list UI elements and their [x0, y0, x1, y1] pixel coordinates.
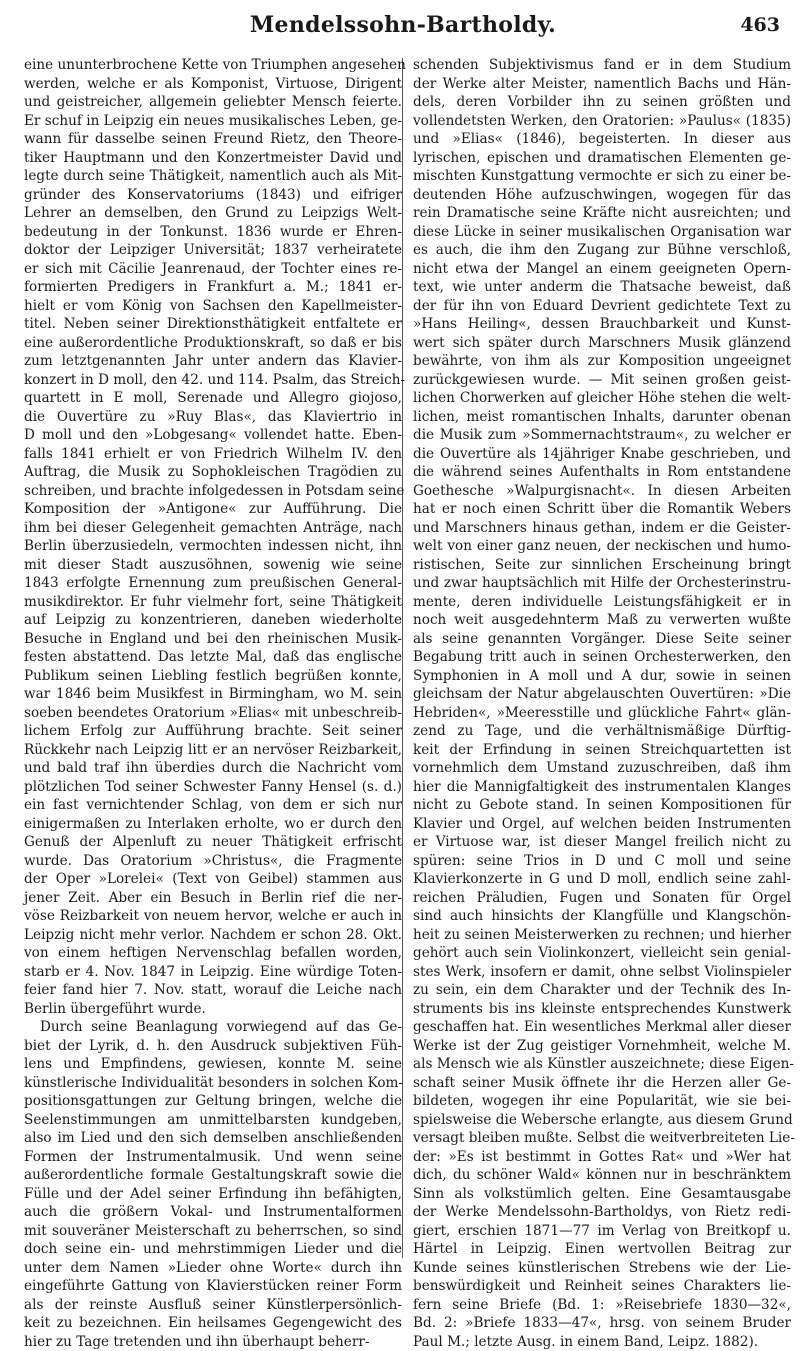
text-line: Kunde seines künstlerischen Strebens wie der Lie- [413, 1259, 791, 1278]
text-line: und Marschners hinaus gethan, indem er die Geister- [413, 519, 791, 538]
text-line: lichem Erfolg zur Aufführung brachte. Seit seiner [24, 722, 402, 741]
text-line: mit souveräner Meisterschaft zu beherrschen, so sind [24, 1222, 402, 1241]
text-line: und bald traf ihn überdies durch die Nachricht vom [24, 759, 402, 778]
text-line: und zwar hauptsächlich mit Hilfe der Orchesterinstru- [413, 574, 791, 593]
text-line: der Werke Mendelssohn-Bartholdys, von Rietz redi- [413, 1203, 791, 1222]
text-line: rein Dramatische seine Kräfte nicht ausreichten; und [413, 204, 791, 223]
text-line: struments bis ins kleinste entsprechendes Kunstwerk [413, 1000, 791, 1019]
text-line: gleichsam der Natur abgelauschten Ouvertüren: »Die [413, 685, 791, 704]
text-line: Seelenstimmungen am unmittelbarsten kundgeben, [24, 1111, 402, 1130]
text-line: künstlerische Individualität besonders in solchen Kom- [24, 1074, 402, 1093]
text-line: bedeutung in der Tonkunst. 1836 wurde er Ehren- [24, 223, 402, 242]
text-line: keit zu bezeichnen. Ein heilsames Gegengewicht des [24, 1314, 402, 1333]
text-line: tiker Hauptmann und den Konzertmeister David und [24, 149, 402, 168]
text-line: hier die Mannigfaltigkeit des instrumentalen Klanges [413, 778, 791, 797]
text-line: Publikum seinen Liebling festlich begrüßen konnte, [24, 667, 402, 686]
text-line: mischten Kunstgattung vermochte er sich zu einer be- [413, 167, 791, 186]
text-line: benswürdigkeit und Reinheit seines Charakters lie- [413, 1277, 791, 1296]
text-line: unter dem Namen »Lieder ohne Worte« durch ihn [24, 1259, 402, 1278]
text-line: positionsgattungen zur Geltung bringen, welche die [24, 1092, 402, 1111]
text-line: stes Werk, insofern er damit, ohne selbst Violinspieler [413, 963, 791, 982]
text-line: vornehmlich dem Umstand zuzuschreiben, daß ihm [413, 759, 791, 778]
text-line: musikdirektor. Er fuhr vielmehr fort, seine Thätigkeit [24, 593, 402, 612]
text-line: einigermaßen zu Interlaken erholte, wo er durch den [24, 815, 402, 834]
text-line: Bd. 2: »Briefe 1833—47«, hrsg. von seinem Bruder [413, 1314, 791, 1333]
text-line: text, wie unter anderm die Thatsache beweist, daß [413, 278, 791, 297]
text-line: dels, deren Vorbilder ihn zu seinen größten und [413, 93, 791, 112]
text-line: noch weit ausgedehnterm Maß zu verwerten wußte [413, 611, 791, 630]
text-line: Besuche in England und bei den rheinischen Musik- [24, 630, 402, 649]
left-column [24, 56, 402, 1261]
text-line: Begabung tritt auch in seinen Orchesterwerken, den [413, 648, 791, 667]
text-line: werden, welche er als Komponist, Virtuose, Dirigent [24, 75, 402, 94]
text-line: lyrischen, epischen und dramatischen Elementen ge- [413, 149, 791, 168]
text-line: diese Lücke in seiner musikalischen Organisation war [413, 223, 791, 242]
text-line: geschaffen hat. Ein wesentliches Merkmal aller dieser [413, 1018, 791, 1037]
text-line: formierten Predigers in Frankfurt a. M.; 1841 er- [24, 278, 402, 297]
text-line: ihm bei dieser Gelegenheit gemachten Anträge, nach [24, 519, 402, 538]
text-line: vollendetsten Werken, den Oratorien: »Paulus« (1835) [413, 112, 791, 131]
text-line: und geistreicher, allgemein geliebter Mensch feierte. [24, 93, 402, 112]
text-line: reichen Präludien, Fugen und Sonaten für Orgel [413, 889, 791, 908]
page-header [26, 12, 780, 46]
text-line: doktor der Leipziger Universität; 1837 verheiratete [24, 241, 402, 260]
text-line: Klavier und Orgel, auf welchen beiden Instrumenten [413, 815, 791, 834]
text-line: titel. Neben seiner Direktionsthätigkeit entfaltete er [24, 315, 402, 334]
text-line: Durch seine Beanlagung vorwiegend auf das Ge- [24, 1018, 402, 1037]
text-line: konzert in D moll, den 42. und 114. Psalm, das Streich- [24, 371, 402, 390]
text-line: Er schuf in Leipzig ein neues musikalisches Leben, ge- [24, 112, 402, 131]
text-line: hat er noch einen Schritt über die Romantik Webers [413, 500, 791, 519]
text-line: zum letztgenannten Jahr unter andern das Klavier- [24, 352, 402, 371]
text-line: lens und Empfindens, gewiesen, konnte M. seine [24, 1055, 402, 1074]
text-line: zend zu Tage, und die verhältnismäßige Dürftig- [413, 722, 791, 741]
text-line: vöse Reizbarkeit von neuem hervor, welche er auch in [24, 907, 402, 926]
text-line: bewährte, von ihm als zur Komposition ungeeignet [413, 352, 791, 371]
text-line: und »Elias« (1846), begeisterten. In dieser aus [413, 130, 791, 149]
text-line: ristischen, Seite zur sinnlichen Erscheinung bringt [413, 556, 791, 575]
text-line: schenden Subjektivismus fand er in dem Studium [413, 56, 791, 75]
text-line: sind auch hinsichts der Klangfülle und Klangschön- [413, 907, 791, 926]
text-line: er sich mit Cäcilie Jeanrenaud, der Tochter eines re- [24, 260, 402, 279]
text-line: mente, deren individuelle Leistungsfähigkeit er in [413, 593, 791, 612]
text-line: die Ouvertüre als 14jähriger Knabe geschrieben, und [413, 445, 791, 464]
text-line: »Hans Heiling«, dessen Brauchbarkeit und Kunst- [413, 315, 791, 334]
text-line: bildeten, wogegen ihr eine Popularität, wie sie bei- [413, 1092, 791, 1111]
text-line: schreiben, und brachte infolgedessen in Potsdam seine [24, 482, 402, 501]
text-line: doch seine ein- und mehrstimmigen Lieder und die [24, 1240, 402, 1259]
text-line: hier zu Tage tretenden und ihn überhaupt beherr- [24, 1333, 402, 1351]
running-title: Mendelssohn-Bartholdy. [26, 12, 780, 38]
text-line: spüren: seine Trios in D und C moll und seine [413, 852, 791, 871]
text-line: der Oper »Lorelei« (Text von Geibel) stammen aus [24, 870, 402, 889]
text-line: gründer des Konservatoriums (1843) und eifriger [24, 186, 402, 205]
page-number: 463 [740, 14, 780, 36]
text-line: Auftrag, die Musik zu Sophokleischen Tragödien zu [24, 463, 402, 482]
text-line: heit zu seinen Meisterwerken zu rechnen; und hierher [413, 926, 791, 945]
text-line: Klavierkonzerte in G und D moll, endlich seine zahl- [413, 870, 791, 889]
text-line: ein fast vernichtender Schlag, von dem er sich nur [24, 796, 402, 815]
text-line: spielsweise die Webersche erlangte, aus diesem Grund [413, 1111, 791, 1130]
text-line: Komposition der »Antigone« zur Aufführung. Die [24, 500, 402, 519]
text-line: biet der Lyrik, d. h. den Ausdruck subjektiven Füh- [24, 1037, 402, 1056]
text-line: die Ouvertüre zu »Ruy Blas«, das Klaviertrio in [24, 408, 402, 427]
text-line: als seine genannten Vorgänger. Diese Seite seiner [413, 630, 791, 649]
text-line: Berlin überzusiedeln, vermochten indessen nicht, ihn [24, 537, 402, 556]
text-line: Härtel in Leipzig. Einen wertvollen Beitrag zur [413, 1240, 791, 1259]
text-line: zu sein, ein dem Charakter und der Technik des In- [413, 981, 791, 1000]
text-line: außerordentliche formale Gestaltungskraft sowie die [24, 1166, 402, 1185]
text-line: soeben beendetes Oratorium »Elias« mit unbeschreib- [24, 704, 402, 723]
text-line: auch die größern Vokal- und Instrumentalformen [24, 1203, 402, 1222]
text-line: wann für dasselbe seinen Freund Rietz, den Theore- [24, 130, 402, 149]
text-line: falls 1841 erhielt er von Friedrich Wilhelm IV. den [24, 445, 402, 464]
text-line: lichen, meist romantischen Inhalts, darunter obenan [413, 408, 791, 427]
text-line: Leipzig nicht mehr verlor. Nachdem er schon 28. Okt. [24, 926, 402, 945]
text-line: der Werke alter Meister, namentlich Bachs und Hän- [413, 75, 791, 94]
text-line: Goethesche »Walpurgisnacht«. In diesen Arbeiten [413, 482, 791, 501]
text-line: festen abstattend. Das letzte Mal, daß das englische [24, 648, 402, 667]
text-line: 1843 erfolgte Ernennung zum preußischen General- [24, 574, 402, 593]
text-line: quartett in E moll, Serenade und Allegro giojoso, [24, 389, 402, 408]
right-column [413, 56, 791, 1261]
text-line: Hebriden«, »Meeresstille und glückliche Fahrt« glän- [413, 704, 791, 723]
text-line: die Musik zum »Sommernachtstraum«, zu welcher er [413, 426, 791, 445]
text-line: Berlin übergeführt wurde. [24, 1000, 402, 1019]
text-line: auf Leipzig zu konzentrieren, daneben wiederholte [24, 611, 402, 630]
text-line: starb er 4. Nov. 1847 in Leipzig. Eine würdige Toten- [24, 963, 402, 982]
text-line: hielt er vom König von Sachsen den Kapellmeister- [24, 297, 402, 316]
text-line: D moll und den »Lobgesang« vollendet hatte. Eben- [24, 426, 402, 445]
text-line: Symphonien in A moll und A dur, sowie in seinen [413, 667, 791, 686]
text-line: Sinn als volkstümlich gelten. Eine Gesamtausgabe [413, 1185, 791, 1204]
text-line: eine außerordentliche Produktionskraft, so daß er bis [24, 334, 402, 353]
text-line: also im Lied und den sich demselben anschließenden [24, 1129, 402, 1148]
text-line: lichen Chorwerken auf gleicher Höhe stehen die welt- [413, 389, 791, 408]
text-line: dich, du schöner Wald« können nur in beschränktem [413, 1166, 791, 1185]
text-line: eine ununterbrochene Kette von Triumphen angesehen [24, 56, 402, 75]
text-line: nicht zu Gebote stand. In seinen Kompositionen für [413, 796, 791, 815]
text-line: es auch, die ihm den Zugang zur Bühne verschloß, [413, 241, 791, 260]
text-line: jener Zeit. Aber ein Besuch in Berlin rief die ner- [24, 889, 402, 908]
text-line: gehört auch sein Violinkonzert, vielleicht sein genial- [413, 944, 791, 963]
text-line: eingeführte Gattung von Klavierstücken reiner Form [24, 1277, 402, 1296]
text-line: Rückkehr nach Leipzig litt er an nervöser Reizbarkeit, [24, 741, 402, 760]
text-line: Lehrer an demselben, den Grund zu Leipzigs Welt- [24, 204, 402, 223]
text-line: plötzlichen Tod seiner Schwester Fanny Hensel (s. d.) [24, 778, 402, 797]
text-line: mit dieser Stadt auszusöhnen, sowenig wie seine [24, 556, 402, 575]
text-line: Formen der Instrumentalmusik. Und wenn seine [24, 1148, 402, 1167]
text-line: Werke ist der Zug geistiger Vornehmheit, welche M. [413, 1037, 791, 1056]
text-line: nicht etwa der Mangel an einem geeigneten Opern- [413, 260, 791, 279]
text-columns [0, 56, 800, 1261]
text-line: der: »Es ist bestimmt in Gottes Rat« und »Wer hat [413, 1148, 791, 1167]
text-line: wurde. Das Oratorium »Christus«, die Fragmente [24, 852, 402, 871]
text-line: als Mensch wie als Künstler auszeichnete; diese Eigen- [413, 1055, 791, 1074]
text-line: feier fand hier 7. Nov. statt, worauf die Leiche nach [24, 981, 402, 1000]
text-line: Paul M.; letzte Ausg. in einem Band, Leipz. 1882). [413, 1333, 791, 1351]
text-line: schaft seiner Musik öffnete ihr die Herzen aller Ge- [413, 1074, 791, 1093]
text-line: als der reinste Ausfluß seiner Künstlerpersönlich- [24, 1296, 402, 1315]
text-line: die während seines Aufenthalts in Rom entstandene [413, 463, 791, 482]
text-line: deutenden Höhe aufzuschwingen, wogegen für das [413, 186, 791, 205]
text-line: Fülle und der Adel seiner Erfindung ihn befähigten, [24, 1185, 402, 1204]
text-line: welt von einer ganz neuen, der neckischen und humo- [413, 537, 791, 556]
text-line: giert, erschien 1871—77 im Verlag von Breitkopf u. [413, 1222, 791, 1241]
text-line: legte durch seine Thätigkeit, namentlich auch als Mit- [24, 167, 402, 186]
text-line: Genuß der Alpenluft zu neuer Thätigkeit erfrischt [24, 833, 402, 852]
text-line: versagt bleiben mußte. Selbst die weitverbreiteten Lie- [413, 1129, 791, 1148]
text-line: fern seine Briefe (Bd. 1: »Reisebriefe 1830—32«, [413, 1296, 791, 1315]
text-line: wert sich später durch Marschners Musik glänzend [413, 334, 791, 353]
text-line: war 1846 beim Musikfest in Birmingham, wo M. sein [24, 685, 402, 704]
text-line: von einem heftigen Nervenschlag befallen worden, [24, 944, 402, 963]
text-line: der für ihn von Eduard Devrient gedichtete Text zu [413, 297, 791, 316]
text-line: er Virtuose war, ist dieser Mangel freilich nicht zu [413, 833, 791, 852]
text-line: zurückgewiesen wurde. — Mit seinen großen geist- [413, 371, 791, 390]
text-line: keit der Erfindung in seinen Streichquartetten ist [413, 741, 791, 760]
